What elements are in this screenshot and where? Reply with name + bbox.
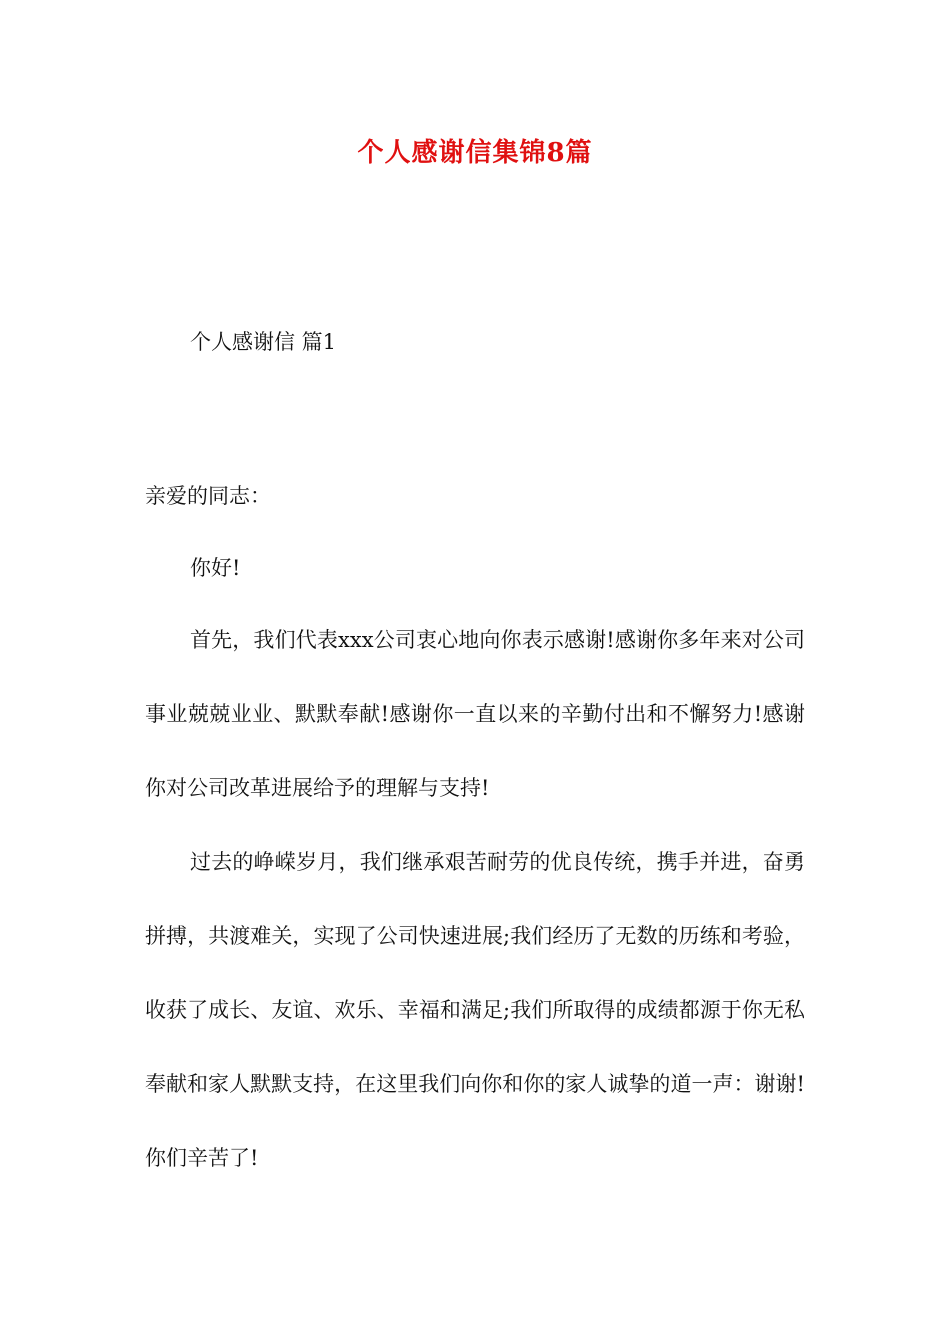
- letter-greeting: 你好!: [190, 556, 241, 580]
- document-title: 个人感谢信集锦8篇: [357, 138, 593, 168]
- letter-salutation: 亲爱的同志：: [145, 484, 271, 508]
- body-paragraph: 过去的峥嵘岁月，我们继承艰苦耐劳的优良传统，携手并进，奋勇拼搏，共渡难关，实现了公司快速进展;我们经历了无数的历练和考验，收获了成长、友谊、欢乐、幸福和满足;我们所取得的成绩都源于你无私奉献和家人默默支持，在这里我们向你和你的家人诚挚的道一声：谢谢!你们辛苦了!: [145, 850, 805, 1170]
- section-heading: 个人感谢信 篇1: [190, 330, 337, 354]
- body-paragraph: 首先，我们代表xxx公司衷心地向你表示感谢!感谢你多年来对公司事业兢兢业业、默默奉献!感谢你一直以来的辛勤付出和不懈努力!感谢你对公司改革进展给予的理解与支持!: [145, 628, 805, 800]
